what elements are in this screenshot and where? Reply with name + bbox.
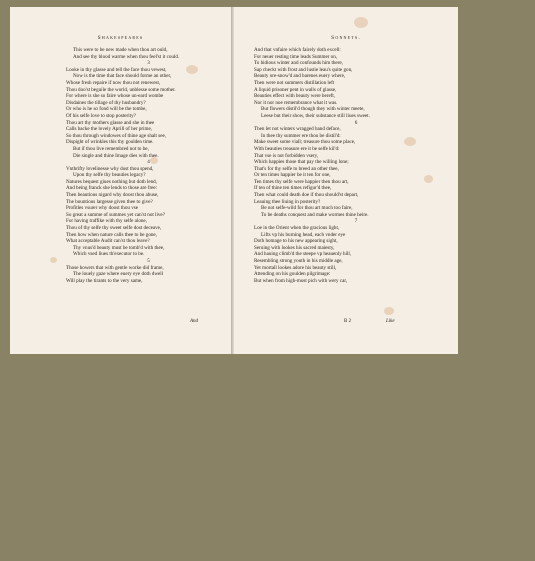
verse-line: Sap checkt with frost and lustie leau's quite gon, [254,66,353,73]
verse-line: And hauing climb'd the steepe vp heauenly hill, [254,251,352,258]
verse-line: If ten of thine ten times refigur'd thee, [254,185,332,192]
verse-line: Loe in the Orient when the gracious light, [254,225,340,232]
catchword: Like [386,319,395,324]
sonnet-text [66,47,231,284]
verse-line: But flowers distil'd though they with winter meete, [261,106,365,113]
verse-line: Will play the tirants to the very same, [66,277,143,284]
verse-line: Be not selfe-wild for thou art much too faire, [261,205,353,212]
right-page [234,7,458,354]
verse-line: Then were not summers distillation left [254,79,335,86]
verse-line: Leese but their show, their substance still liues sweet. [261,112,370,119]
foxing-stain [354,17,368,28]
verse-line: Leauing thee liuing in posterity? [254,198,321,205]
verse-line: Profitles vsurer why doost thou vse [66,205,139,212]
verse-line: That's for thy selfe to breed an other thee, [254,165,339,172]
verse-line: Thou doo'st beguile the world, unblesse some mother. [66,86,176,93]
verse-line: And see thy blood warme when thou feel'st it could. [73,53,180,60]
verse-line: Beauty ore-snow'd and barenes euery where, [254,73,346,80]
verse-line: Which vsed liues th'executor to be. [73,251,145,258]
verse-line: Dispight of wrinkles this thy goulden time. [66,139,154,146]
left-page [10,7,231,354]
sonnet-text [254,47,458,284]
verse-line: Attending on his goulden pilgrimage: [254,271,331,278]
verse-line: Those howers that with gentle worke did frame, [66,264,164,271]
verse-line: Disdaines the tillage of thy husbandry? [66,99,146,106]
verse-line: Yet mortall lookes adore his beauty still, [254,264,337,271]
foxing-stain [50,257,57,263]
verse-line: So great a summe of summes yet can'st not live? [66,211,165,218]
sonnet-number: 6 [354,119,358,126]
verse-line: Beauties effect with beauty were bereft, [254,93,336,100]
verse-line: Or ten times happier be it ten for one, [254,172,331,179]
verse-line: Seruing with lookes his sacred maiesty, [254,244,335,251]
book-spread [10,7,458,354]
verse-line: Die single and thine Image dies with thee. [73,152,159,159]
verse-line: Then what could death doe if thou should'st depart, [254,192,359,199]
verse-line: To hidious winter and confounds him there, [254,60,343,67]
verse-line: To be deaths conquest and make wormes thine heire. [261,211,369,218]
verse-line: A liquid prisoner pent in walls of glasse, [254,86,337,93]
verse-line: Thou of thy selfe thy sweet selfe dost deceave, [66,225,162,232]
verse-line: And that vnfaire which fairely doth excell: [254,47,341,53]
verse-line: But if thou live remembred not to be, [73,145,149,152]
verse-line: Whose fresh repaire if now thou not renewest, [66,79,161,86]
verse-line: Now is the time that face should forme an other, [73,73,172,80]
sonnet-number: 5 [147,258,150,264]
verse-line: Resembling strong youth in his middle age, [254,258,343,264]
foxing-stain [384,307,394,315]
verse-line: Natures bequest giues nothing but doth lend, [66,178,157,185]
verse-line: And being franck she lends to those are free: [66,185,158,192]
sonnet-number: 4 [147,159,150,166]
verse-line: With beauties treasure ere it be selfe kil'd: [254,145,340,152]
running-header: Shakespeares [97,35,144,41]
verse-line: So thou through windowes of thine age shalt see, [66,132,167,139]
verse-line: Then let not winters wragged hand deface, [254,126,341,133]
verse-line: What acceptable Audit can'st thou leave? [66,238,150,245]
catchword: And [190,319,199,324]
verse-line: For where is she so faire whose un-eard wombe [66,93,164,100]
verse-line: This were to be new made when thou art ould, [73,47,168,53]
verse-line: Thy vnus'd beauty must be tomb'd with thee, [73,244,165,251]
verse-line: That vse is not forbidden vsery, [254,152,319,159]
signature-mark: B 2 [344,319,352,324]
verse-line: Thou art thy mothers glasse and she in thee [66,119,155,126]
running-header: Sonnets. [331,35,361,41]
verse-line: Lifts vp his burning head, each vnder eye [261,231,346,238]
verse-line: Upon thy selfe thy beauties legacy? [73,172,146,179]
verse-line: Doth homage to his new appearing sight, [254,238,338,245]
verse-line: Then beautious nigard why doost thou abuse, [66,192,159,199]
verse-line: But when from high-most pich with wery car, [254,277,348,284]
verse-line: Nor it nor noe remembrance what it was. [254,99,338,106]
verse-line: Then how when nature calls thee to be gone, [66,231,157,238]
sonnet-number: 7 [354,218,358,225]
verse-line: For neuer resting time leads Summer on, [254,53,338,60]
verse-line: The louely gaze where euery eye doth dwell [73,271,164,278]
verse-line: Or who is he so fond will be the tombe, [66,106,147,113]
verse-line: The bountious largesse given thee to give? [66,198,153,205]
verse-line: Looke in thy glasse and tell the face thou vewest, [66,66,167,73]
verse-line: Calls backe the lovely Aprill of her prime, [66,126,153,133]
verse-line: Which happies those that pay the willing lone; [254,159,349,166]
sonnet-number: 3 [147,60,150,67]
verse-line: In thee thy summer ere thou be distil'd: [261,132,341,139]
verse-line: Ten times thy selfe were happier then thou art, [254,178,349,185]
verse-line: For having traffike with thy selfe alone, [66,218,147,225]
verse-line: Of his selfe love to stop posterity? [66,112,136,119]
verse-line: Vnthrifty lovelinesse why dost thou spend, [66,165,154,172]
verse-line: Make sweet some viall; treasure thou some place, [254,139,356,146]
